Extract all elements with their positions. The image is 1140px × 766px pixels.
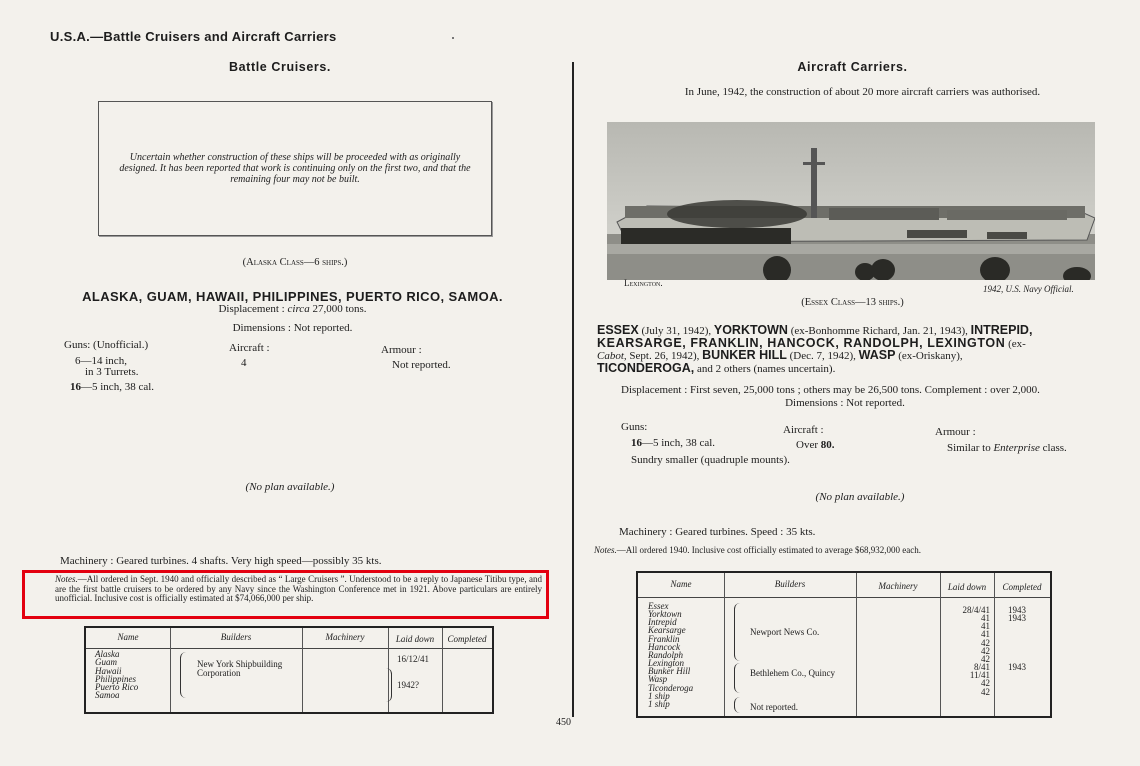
laid-cell: 41	[981, 629, 990, 640]
builder-brace-2	[734, 663, 740, 693]
right-guns-value: —5 inch, 38 cal.	[642, 437, 716, 449]
col-name: Name	[117, 632, 139, 642]
left-displacement-value: 27,000 tons.	[312, 303, 367, 315]
ship-bunker-hill-date: (Dec. 7, 1942),	[789, 350, 856, 362]
left-plan-note: (No plan available.)	[245, 481, 335, 493]
col-builders: Builders	[774, 579, 806, 589]
table-row-name: Franklin	[648, 633, 680, 644]
ship-ticonderoga: TICONDEROGA,	[597, 360, 695, 375]
table-row-name: Alaska	[95, 649, 120, 659]
ship-intrepid: INTREPID,	[970, 323, 1033, 337]
ship-yorktown-note: (ex-Bonhomme Richard, Jan. 21, 1943),	[790, 325, 968, 337]
left-machinery: Machinery : Geared turbines. 4 shafts. Very high speed—possibly 35 kts.	[60, 555, 382, 567]
notes-highlight-box	[22, 570, 549, 619]
laid-cell: 42	[981, 645, 990, 656]
table-row-name: Intrepid	[648, 617, 677, 628]
ships-line-2-names: KEARSARGE, FRANKLIN, HANCOCK, RANDOLPH, LEXINGTON	[597, 335, 1006, 350]
table-row-name: Hancock	[648, 641, 680, 652]
right-aircraft-label: Aircraft :	[783, 424, 824, 436]
right-notes	[594, 546, 921, 556]
essex-class-table	[636, 571, 1052, 718]
col-laid-down: Laid down	[947, 582, 987, 592]
laid-cell: 8/41	[973, 662, 990, 673]
essex-builder-1: Newport News Co.	[750, 627, 820, 637]
col-machinery: Machinery	[325, 632, 365, 642]
column-divider	[572, 62, 574, 717]
lexington-photo	[607, 122, 1095, 280]
left-dimensions: Dimensions : Not reported.	[232, 322, 353, 334]
table-row-name: 1 ship	[648, 690, 670, 701]
alaska-class-line: (Alaska Class—6 ships.)	[242, 257, 348, 268]
ship-wasp-note: (ex-Oriskany),	[898, 350, 963, 362]
table-row-name: Bunker Hill	[648, 666, 691, 677]
alaska-names-list	[95, 650, 138, 700]
right-aircraft-over: Over	[796, 439, 818, 451]
laid-cell: 41	[981, 613, 990, 624]
laid-cell: 11/41	[969, 670, 990, 681]
ships-line-2	[597, 335, 1102, 351]
right-dimensions: Dimensions : Not reported.	[785, 397, 905, 409]
notice-text: Uncertain whether construction of these ships will be proceeded with as originally designed. It has been reported that work is continuing only on the first two, and that the remaining four may not be built.	[119, 152, 471, 185]
left-guns-2-text: —5 inch, 38 cal.	[81, 381, 155, 393]
table-row-name: Lexington	[648, 658, 684, 669]
lexington-photo-image	[607, 122, 1095, 280]
left-guns-1b: in 3 Turrets.	[85, 366, 139, 378]
laid-cell: 42	[981, 678, 990, 689]
ship-cabot-date: Sept. 26, 1942),	[629, 350, 700, 362]
battle-cruisers-title: Battle Cruisers.	[229, 60, 331, 74]
photo-caption-right: 1942, U.S. Navy Official.	[983, 284, 1074, 294]
essex-names-list	[648, 602, 693, 708]
left-armour-label: Armour :	[381, 344, 422, 356]
table-row-name: Philippines	[95, 673, 136, 684]
col-name: Name	[670, 579, 692, 589]
right-armour-value	[947, 442, 1067, 454]
ships-line-4	[597, 360, 1102, 376]
table-row-name: Essex	[648, 601, 669, 611]
completed-3: 1943	[1008, 662, 1026, 672]
essex-builder-2: Bethlehem Co., Quincy	[750, 668, 835, 678]
battle-cruiser-ship-names: ALASKA, GUAM, HAWAII, PHILIPPINES, PUERTO RICO, SAMOA.	[82, 289, 503, 304]
aircraft-carriers-title: Aircraft Carriers.	[797, 60, 908, 74]
alaska-laid-2: 1942?	[397, 680, 419, 690]
table-row-name: Ticonderoga	[648, 682, 694, 693]
table-row-name: 1 ship	[648, 698, 670, 709]
ship-cabot: Cabot,	[597, 350, 627, 362]
right-armour-class: class.	[1042, 442, 1067, 454]
laid-brace	[386, 668, 392, 702]
completed-1: 1943	[1008, 605, 1026, 615]
right-armour-label: Armour :	[935, 426, 976, 438]
laid-cell: 41	[981, 621, 990, 632]
table-row-name: Kearsarge	[648, 625, 686, 636]
table-row-name: Samoa	[95, 690, 120, 701]
ship-bunker-hill: BUNKER HILL	[702, 348, 787, 362]
right-guns	[631, 437, 715, 449]
right-armour-enterprise: Enterprise	[993, 442, 1040, 454]
col-laid-down: Laid down	[395, 634, 435, 644]
ships-line-2-ex: (ex-	[1008, 337, 1026, 350]
alaska-builder: New York Shipbuilding Corporation	[197, 659, 283, 678]
left-displacement-label: Displacement :	[218, 303, 285, 315]
table-row-name: Puerto Rico	[95, 682, 139, 693]
right-aircraft-count: 80.	[820, 439, 835, 451]
essex-table-header	[638, 573, 1050, 598]
table-row-name: Hawaii	[95, 665, 122, 676]
left-displacement	[0, 303, 585, 315]
left-aircraft-value: 4	[241, 357, 247, 369]
laid-cell: 28/4/41	[962, 605, 990, 615]
col-completed: Completed	[447, 634, 487, 644]
right-notes-text: —All ordered 1940. Inclusive cost officially estimated to average $68,932,000 each.	[616, 545, 922, 555]
essex-laid-list	[950, 606, 990, 696]
left-aircraft-label: Aircraft :	[229, 342, 270, 354]
left-guns-label: Guns: (Unofficial.)	[64, 339, 149, 351]
ship-essex-date: (July 31, 1942),	[641, 325, 712, 337]
col-builders: Builders	[220, 632, 252, 642]
laid-cell: 42	[981, 637, 990, 648]
left-notes-label: Notes.	[55, 574, 78, 584]
builder-brace-3	[734, 697, 740, 713]
col-machinery: Machinery	[878, 581, 918, 591]
ship-essex: ESSEX	[597, 323, 639, 337]
carrier-ship-names	[597, 325, 1102, 375]
ship-wasp: WASP	[858, 348, 896, 362]
right-notes-label: Notes.	[594, 545, 617, 555]
essex-builder-3: Not reported.	[750, 702, 798, 712]
left-guns-2-num: 16	[70, 381, 81, 393]
alaska-class-table	[84, 626, 494, 714]
right-intro: In June, 1942, the construction of about 20 more aircraft carriers was authorised.	[684, 86, 1041, 98]
builder-brace-1	[734, 603, 740, 661]
right-plan-note: (No plan available.)	[815, 491, 905, 503]
right-guns-num: 16	[631, 437, 642, 449]
photo-caption-left: Lexington.	[624, 278, 663, 288]
table-row-name: Randolph	[648, 649, 683, 660]
laid-cell: 42	[981, 653, 990, 664]
table-row-name: Wasp	[648, 674, 668, 685]
right-machinery: Machinery : Geared turbines. Speed : 35 kts.	[619, 526, 816, 538]
completed-2: 1943	[1008, 613, 1026, 623]
ship-yorktown: YORKTOWN	[713, 323, 788, 337]
left-guns-1: 6—14 inch,	[75, 355, 127, 367]
col-completed: Completed	[1002, 582, 1042, 592]
right-guns-label: Guns:	[621, 421, 648, 433]
page-header: U.S.A.—Battle Cruisers and Aircraft Carriers	[50, 29, 337, 44]
builder-brace	[180, 652, 186, 698]
page-number: 450	[556, 717, 571, 728]
left-displacement-circa: circa	[287, 303, 310, 315]
right-aircraft-value	[796, 439, 835, 451]
right-displacement: Displacement : First seven, 25,000 tons ; others may be 26,500 tons. Complement : over 2,000.	[621, 384, 1040, 396]
laid-cell: 42	[981, 686, 990, 697]
table-row-name: Guam	[95, 657, 117, 668]
table-row-name: Yorktown	[648, 609, 682, 620]
alaska-laid-1: 16/12/41	[397, 654, 430, 664]
essex-class-line: (Essex Class—13 ships.)	[801, 297, 904, 308]
ink-speck	[452, 37, 454, 39]
alaska-table-header	[86, 628, 492, 649]
ships-others: and 2 others (names uncertain).	[696, 362, 836, 375]
notice-box	[98, 101, 492, 236]
left-armour-value: Not reported.	[392, 359, 451, 371]
left-notes-text: —All ordered in Sept. 1940 and officially described as “ Large Cruisers ”. Understood to be a reply to Japanese Titibu type, and are the first battle cruisers to be ordered by any Navy since the Washington Conference met in 1921. Above particulars are entirely unofficial. Inclusive cost is officially estimated at $74,066,000 per ship.	[55, 574, 542, 603]
left-guns-2	[70, 381, 154, 393]
right-guns-extra: Sundry smaller (quadruple mounts).	[631, 454, 790, 466]
right-armour-similar: Similar to	[947, 442, 991, 454]
